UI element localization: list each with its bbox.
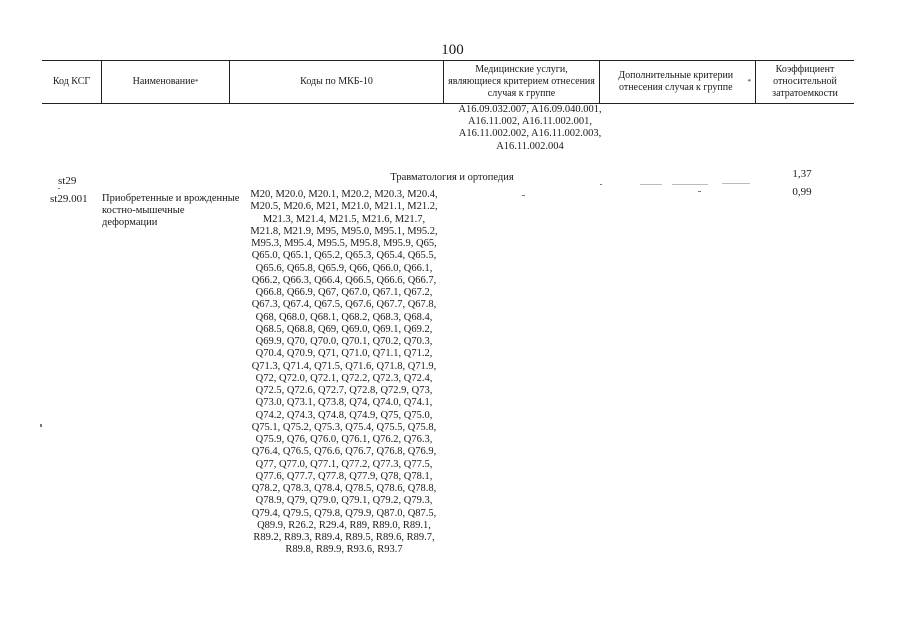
continuation-services <box>446 104 614 153</box>
mkb-codes <box>246 189 442 557</box>
mkb-code-line: Q73.0, Q73.1, Q73.8, Q74, Q74.0, Q74.1, <box>255 397 433 409</box>
header-col-coef-text: Коэффициент относительной затратоемкости <box>772 64 838 99</box>
mkb-code-line: Q72, Q72.0, Q72.1, Q72.2, Q72.3, Q72.4, <box>255 372 433 384</box>
mkb-code-line: R89.2, R89.3, R89.4, R89.5, R89.6, R89.7, <box>253 532 435 543</box>
table-header <box>42 60 854 104</box>
mkb-code-line: Q68.5, Q68.8, Q69, Q69.0, Q69.1, Q69.2, <box>255 323 433 335</box>
header-col-criteria: Дополнительные критерии отнесения случая к группе * <box>600 61 756 103</box>
mkb-code-line: Q79.4, Q79.5, Q79.8, Q79.9, Q87.0, Q87.5, <box>251 507 437 519</box>
mkb-code-line: Q70.4, Q70.9, Q71, Q71.0, Q71.1, Q71.2, <box>255 348 433 360</box>
mkb-code-line: Q74.2, Q74.3, Q74.8, Q74.9, Q75, Q75.0, <box>255 409 433 421</box>
mkb-code-line: Q71.3, Q71.4, Q71.5, Q71.6, Q71.8, Q71.9, <box>251 360 437 372</box>
mkb-code-line: Q69.9, Q70, Q70.0, Q70.1, Q70.2, Q70.3, <box>255 336 433 347</box>
section-title: Травматология и ортопедия <box>390 172 514 183</box>
header-col-name: Наименование * <box>102 61 230 103</box>
scan-speck <box>58 188 60 189</box>
scan-speck <box>722 183 750 184</box>
header-col-mkb-text: Коды по МКБ-10 <box>300 76 373 87</box>
mkb-code-line: Q78.2, Q78.3, Q78.4, Q78.5, Q78.6, Q78.8, <box>251 483 437 494</box>
header-col-code <box>42 61 102 103</box>
header-col-mkb <box>230 61 444 103</box>
service-line: A16.09.032.007, A16.09.040.001, <box>458 104 602 115</box>
mkb-code-line: Q76.4, Q76.5, Q76.6, Q76.7, Q76.8, Q76.9, <box>251 446 437 458</box>
header-col-name-text: Наименование <box>132 76 195 87</box>
mkb-code-line: Q65.6, Q65.8, Q65.9, Q66, Q66.0, Q66.1, <box>255 262 433 274</box>
service-line: A16.11.002, A16.11.002.001, <box>467 116 593 128</box>
row-coefficient: 0,99 <box>792 186 812 198</box>
mkb-code-line: Q77, Q77.0, Q77.1, Q77.2, Q77.3, Q77.5, <box>255 458 433 470</box>
mkb-code-line: Q75.9, Q76, Q76.0, Q76.1, Q76.2, Q76.3, <box>255 434 433 445</box>
header-col-code-text: Код КСГ <box>52 76 91 87</box>
header-col-coef <box>756 61 854 103</box>
mkb-code-line: Q65.0, Q65.1, Q65.2, Q65.3, Q65.4, Q65.5, <box>251 250 437 262</box>
mkb-code-line: Q77.6, Q77.7, Q77.8, Q77.9, Q78, Q78.1, <box>255 470 433 482</box>
scan-speck <box>698 191 701 192</box>
mkb-code-line: R89.8, R89.9, R93.6, R93.7 <box>285 544 403 556</box>
scan-speck <box>640 184 662 185</box>
scan-speck <box>522 195 525 196</box>
mkb-code-line: M20, M20.0, M20.1, M20.2, M20.3, M20.4, <box>250 189 438 200</box>
mkb-code-line: M21.3, M21.4, M21.5, M21.6, M21.7, <box>262 213 426 225</box>
mkb-code-line: M21.8, M21.9, M95, M95.0, M95.1, M95.2, <box>250 225 438 237</box>
mkb-code-line: Q67.3, Q67.4, Q67.5, Q67.6, Q67.7, Q67.8, <box>251 299 437 311</box>
mkb-code-line: Q68, Q68.0, Q68.1, Q68.2, Q68.3, Q68.4, <box>255 311 433 323</box>
service-line: A16.11.002.004 <box>496 140 564 152</box>
scan-speck <box>40 424 42 427</box>
scan-speck <box>672 184 708 185</box>
service-line: A16.11.002.002, A16.11.002.003, <box>458 128 602 140</box>
section-code: st29 <box>58 175 77 187</box>
header-col-criteria-text: Дополнительные критерии отнесения случая к группе <box>618 70 734 93</box>
section-coefficient: 1,37 <box>792 168 812 180</box>
header-col-services <box>444 61 600 103</box>
header-col-services-text: Медицинские услуги, являющиеся критерием отнесения случая к группе <box>448 64 595 99</box>
page-number: 100 <box>441 42 464 58</box>
mkb-code-line: Q78.9, Q79, Q79.0, Q79.1, Q79.2, Q79.3, <box>255 495 433 507</box>
scan-speck <box>600 184 602 185</box>
mkb-code-line: Q72.5, Q72.6, Q72.7, Q72.8, Q72.9, Q73, <box>255 385 433 396</box>
mkb-code-line: M95.3, M95.4, M95.5, M95.8, M95.9, Q65, <box>251 238 437 249</box>
mkb-code-line: Q89.9, R26.2, R29.4, R89, R89.0, R89.1, <box>257 519 431 531</box>
row-name: Приобретенные и врожденные костно-мышечные деформации <box>102 193 240 228</box>
mkb-code-line: Q66.2, Q66.3, Q66.4, Q66.5, Q66.6, Q66.7, <box>251 274 437 286</box>
mkb-code-line: Q75.1, Q75.2, Q75.3, Q75.4, Q75.5, Q75.8, <box>251 421 437 433</box>
mkb-code-line: Q66.8, Q66.9, Q67, Q67.0, Q67.1, Q67.2, <box>255 287 433 298</box>
mkb-code-line: M20.5, M20.6, M21, M21.0, M21.1, M21.2, <box>250 201 438 213</box>
row-code: st29.001 <box>50 193 88 205</box>
